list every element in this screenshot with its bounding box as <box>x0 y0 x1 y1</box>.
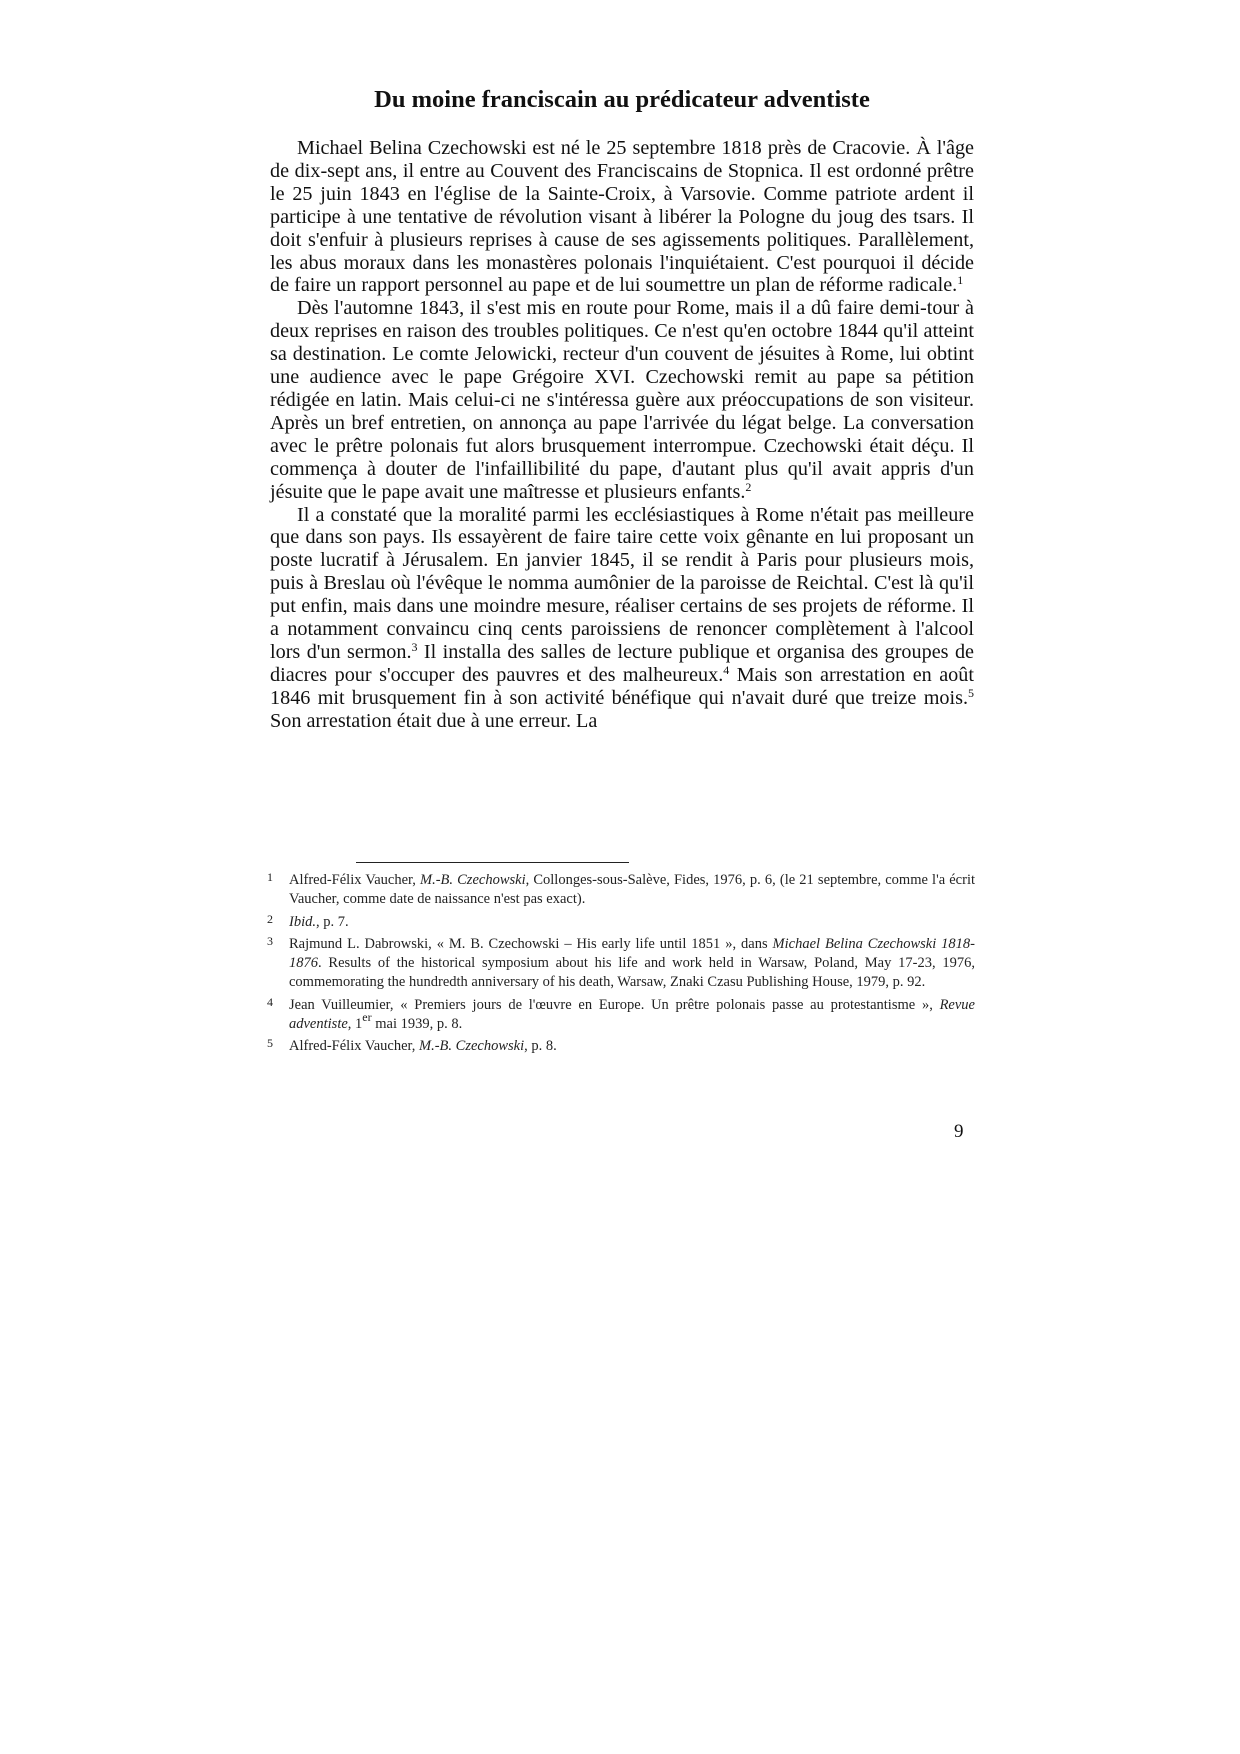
paragraph-3-text-d: Son arrestation était due à une erreur. La <box>270 709 598 732</box>
paragraph-3-text-b: Il installa des salles de lecture publique et organisa des groupes de diacres pour s'occuper des pauvres et des malheureux. <box>270 640 974 686</box>
body-text <box>270 137 974 733</box>
paragraph-3-text-a: Il a constaté que la moralité parmi les ecclésiastiques à Rome n'était pas meilleure que dans son pays. Ils essayèrent de faire taire cette voix gênante en lui proposant un poste lucratif à Jérusalem. En janvier 1845, il se rendit à Paris pour plusieurs mois, puis à Breslau où l'évêque le nomma aumônier de la paroisse de Reichtal. C'est là qu'il put enfin, mais dans une moindre mesure, réaliser certains de ses projets de réforme. Il a notamment convaincu cinq cents paroissiens de renoncer complètement à l'alcool lors d'un sermon. <box>270 503 974 663</box>
footnote-details: , p. 7. <box>315 913 349 930</box>
paragraph-2-text: Dès l'automne 1843, il s'est mis en route pour Rome, mais il a dû faire demi-tour à deux reprises en raison des troubles politiques. Ce n'est qu'en octobre 1844 qu'il atteint sa destination. Le comte Jelowicki, recteur d'un couvent de jésuites à Rome, lui obtint une audience avec le pape Grégoire XVI. Czechowski remit au pape sa pétition rédigée en latin. Mais celui-ci ne s'intéressa guère aux préoccupations de son visiteur. Après un bref entretien, on annonça au pape l'arrivée du légat belge. La conversation avec le prêtre polonais fut alors brusquement interrompue. Czechowski était déçu. Il commença à douter de l'infaillibilité du pape, d'autant plus qu'il avait appris d'un jésuite que le pape avait une maîtresse et plusieurs enfants. <box>270 297 974 503</box>
footnote-ref-4[interactable]: 4 <box>723 662 730 677</box>
paragraph-1-text: Michael Belina Czechowski est né le 25 septembre 1818 près de Cracovie. À l'âge de dix-sept ans, il entre au Couvent des Franciscains de Stopnica. Il est ordonné prêtre le 25 juin 1843 en l'église de la Sainte-Croix, à Varsovie. Comme patriote ardent il participe à une tentative de révolution visant à libérer la Pologne du joug des tsars. Il doit s'enfuir à plusieurs reprises à cause de ses agissements politiques. Parallèlement, les abus moraux dans les monastères polonais l'inquiétaient. C'est pourquoi il décide de faire un rapport personnel au pape et de lui soumettre un plan de réforme radicale. <box>270 137 974 297</box>
chapter-title: Du moine franciscain au prédicateur adventiste <box>374 86 870 113</box>
footnote-number: 4 <box>267 994 273 1009</box>
footnote-work-title: Ibid. <box>289 913 316 930</box>
ordinal-superscript: er <box>362 1009 372 1024</box>
footnote-number: 2 <box>267 911 273 926</box>
footnote-2 <box>267 913 975 932</box>
footnote-ref-1[interactable]: 1 <box>957 273 964 288</box>
footnote-details: , Collonges-sous-Salève, Fides, 1976, p. 6, (le 21 septembre, comme l'a écrit Vaucher, comme date de naissance n'est pas exact). <box>289 872 975 907</box>
footnote-5 <box>267 1037 975 1056</box>
footnote-details: mai 1939, p. 8. <box>371 1015 463 1032</box>
footnote-ref-2[interactable]: 2 <box>745 479 752 494</box>
footnote-author: Alfred-Félix Vaucher, <box>289 872 420 888</box>
footnote-work-title: Michael Belina Czechowski 1818-1876 <box>289 936 975 972</box>
footnote-1 <box>267 871 975 909</box>
footnote-details: . Results of the historical symposium about his life and work held in Warsaw, Poland, May 17-23, 1976, commemorating the hundredth anniversary of his death, Warsaw, Znaki Czasu Publishing House, 1979, p. 92. <box>289 955 975 990</box>
footnote-author: Jean Vuilleumier, « Premiers jours de l'œuvre en Europe. Un prêtre polonais passe au protestantisme », <box>289 996 940 1013</box>
page-number: 9 <box>954 1121 964 1142</box>
footnote-details-date: , 1 <box>347 1015 363 1032</box>
footnote-ref-5[interactable]: 5 <box>968 685 974 700</box>
footnote-work-title: Revue adventiste <box>289 996 975 1032</box>
footnote-work-title: M.-B. Czechowski <box>419 1038 525 1055</box>
footnote-author: Rajmund L. Dabrowski, « M. B. Czechowski – His early life until 1851 », dans <box>289 936 773 953</box>
footnote-number: 1 <box>267 870 273 884</box>
footnote-number: 5 <box>267 1036 273 1051</box>
footnote-work-title: M.-B. Czechowski <box>420 872 526 888</box>
paragraph-3 <box>270 504 974 733</box>
paragraph-2 <box>270 297 974 503</box>
footnote-separator <box>356 862 629 863</box>
paragraph-3-text-c: Mais son arrestation en août 1846 mit brusquement fin à son activité bénéfique qui n'avait duré que treize mois. <box>270 663 974 709</box>
footnote-ref-3[interactable]: 3 <box>411 639 418 654</box>
footnote-details: , p. 8. <box>524 1038 557 1055</box>
footnotes <box>267 871 975 1060</box>
footnote-number: 3 <box>267 934 273 949</box>
footnote-author: Alfred-Félix Vaucher, <box>289 1038 420 1055</box>
paragraph-1 <box>270 137 974 297</box>
footnote-4 <box>267 996 975 1034</box>
footnote-3 <box>267 935 975 991</box>
